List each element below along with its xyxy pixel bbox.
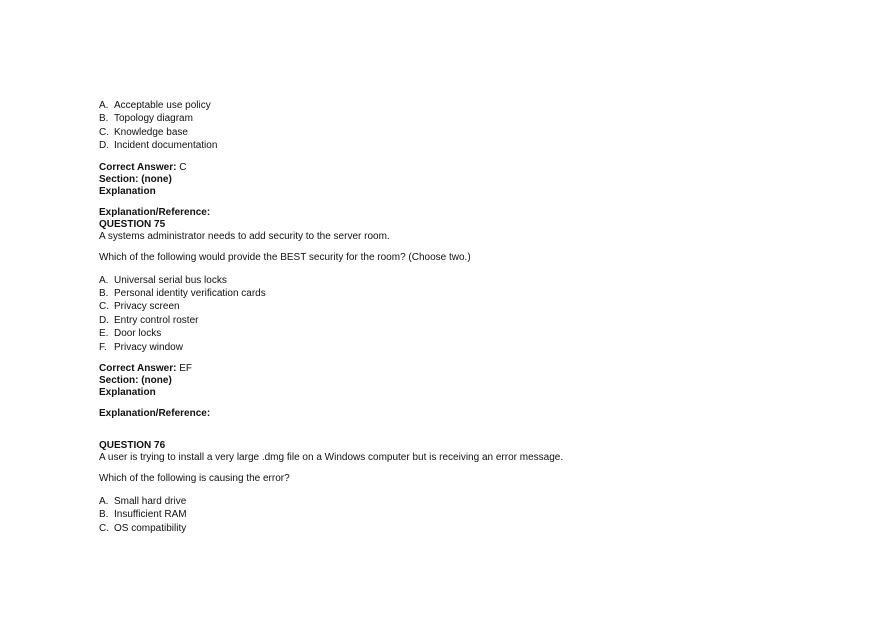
- q75-prompt: Which of the following would provide the BEST security for the room? (Choose two.): [99, 251, 471, 263]
- q75-option-f: F. Privacy window: [99, 341, 183, 353]
- q75-title: QUESTION 75: [99, 218, 166, 230]
- q75-option-e: E. Door locks: [99, 328, 162, 340]
- q75-correct-answer: Correct Answer: EF: [99, 362, 192, 374]
- q74-correct-answer: Correct Answer: C: [99, 161, 187, 173]
- q74-option-b: B. Topology diagram: [99, 113, 193, 125]
- q75-options: [99, 274, 799, 354]
- q76-option-b: B. Insufficient RAM: [99, 509, 187, 521]
- q75-option-d: D. Entry control roster: [99, 314, 199, 326]
- q75-option-c: C. Privacy screen: [99, 301, 180, 313]
- page-content: [99, 99, 799, 535]
- q74-options: [99, 99, 799, 153]
- q76-prompt: Which of the following is causing the error?: [99, 472, 290, 484]
- q76-option-a: A. Small hard drive: [99, 495, 187, 507]
- q74-explanation-reference: Explanation/Reference:: [99, 206, 211, 218]
- q75-stem: A systems administrator needs to add security to the server room.: [99, 230, 390, 242]
- q74-option-a: A. Acceptable use policy: [99, 100, 211, 111]
- q75-explanation: Explanation: [99, 386, 156, 398]
- q74-section: Section: (none): [99, 173, 172, 185]
- q75-section: Section: (none): [99, 374, 172, 386]
- q76-stem: A user is trying to install a very large .dmg file on a Windows computer but is receiving an error message.: [99, 451, 564, 463]
- q74-explanation: Explanation: [99, 185, 156, 197]
- q75-option-b: B. Personal identity verification cards: [99, 287, 266, 299]
- q75-explanation-reference: Explanation/Reference:: [99, 407, 211, 419]
- q74-option-c: C. Knowledge base: [99, 126, 188, 138]
- q76-title: QUESTION 76: [99, 439, 166, 451]
- q76-option-c: C. OS compatibility: [99, 522, 187, 534]
- q76-options: [99, 495, 799, 535]
- q75-option-a: A. Universal serial bus locks: [99, 274, 227, 286]
- q74-option-d: D. Incident documentation: [99, 140, 218, 152]
